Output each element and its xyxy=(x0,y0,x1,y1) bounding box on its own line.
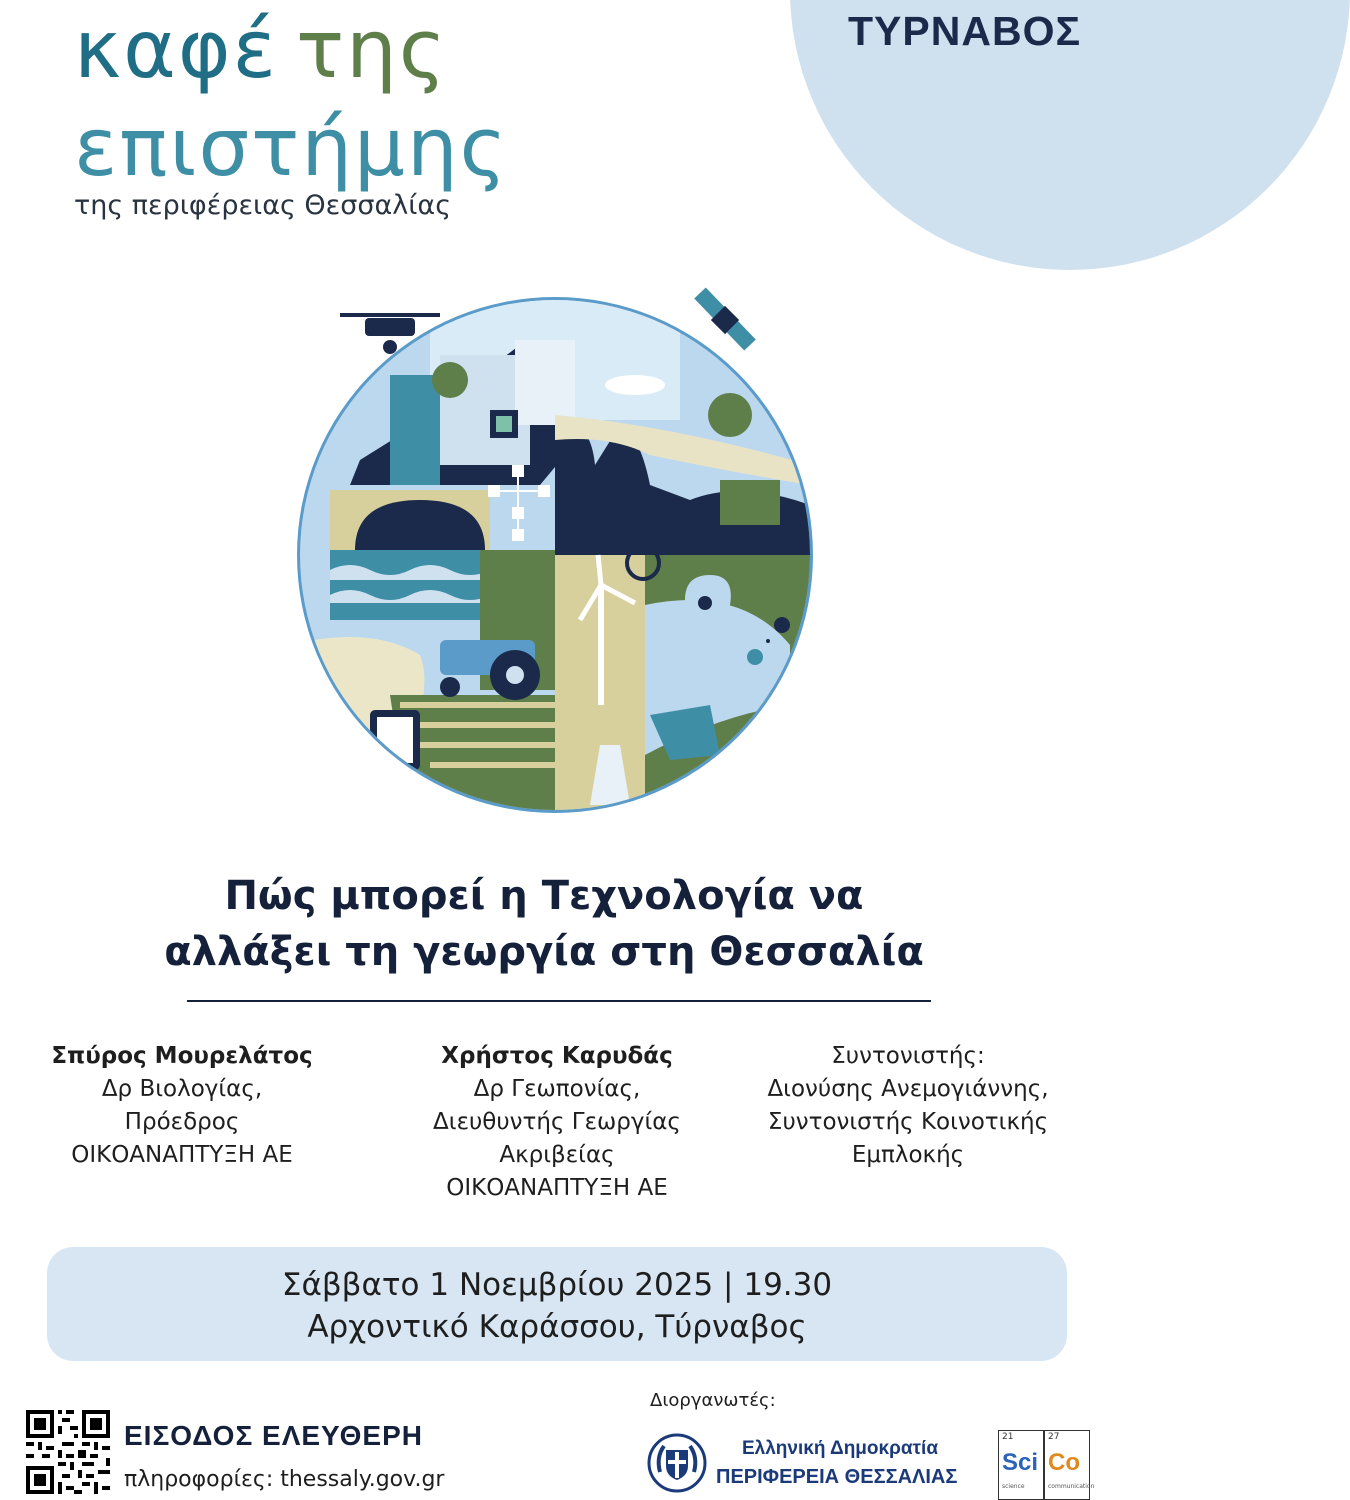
logo-subtitle: της περιφέρειας Θεσσαλίας xyxy=(74,190,452,221)
speaker-2 xyxy=(412,1040,702,1205)
co-logo-tile xyxy=(1044,1430,1095,1500)
sci-tile-number: 21 xyxy=(1002,1432,1014,1442)
sci-tile-word: science xyxy=(1002,1483,1025,1490)
talk-title-line2: αλλάξει τη γεωργία στη Θεσσαλία xyxy=(164,929,924,975)
info-link[interactable]: πληροφορίες: thessaly.gov.gr xyxy=(124,1467,445,1492)
talk-title-line1: Πώς μπορεί η Τεχνολογία να xyxy=(224,873,864,919)
co-tile-word: communication xyxy=(1048,1483,1095,1490)
logo-word-cafe: καφέ xyxy=(74,3,278,96)
co-tile-number: 27 xyxy=(1048,1432,1060,1442)
sci-tile-symbol: Sci xyxy=(1002,1449,1039,1476)
region-line2: ΠΕΡΙΦΕΡΕΙΑ ΘΕΣΣΑΛΙΑΣ xyxy=(716,1466,958,1488)
free-entry-label: ΕΙΣΟΔΟΣ ΕΛΕΥΘΕΡΗ xyxy=(124,1420,424,1451)
moderator xyxy=(750,1040,1066,1172)
event-venue: Αρχοντικό Καράσσου, Τύρναβος xyxy=(307,1309,807,1345)
event-date-time: Σάββατο 1 Νοεμβρίου 2025 | 19.30 xyxy=(281,1267,833,1303)
speaker-1 xyxy=(40,1040,324,1172)
sci-logo-tile xyxy=(998,1430,1044,1500)
organizers-label: Διοργανωτές: xyxy=(650,1390,776,1411)
region-line1: Ελληνική Δημοκρατία xyxy=(742,1438,938,1459)
speaker-1-name: Σπύρος Μουρελάτος xyxy=(51,1043,313,1069)
agritech-illustration xyxy=(290,285,820,825)
logo-word-tis: της xyxy=(296,3,448,96)
event-details-box xyxy=(47,1247,1067,1361)
speaker-1-role: Δρ Βιολογίας, Πρόεδρος ΟΙΚΟΑΝΑΠΤΥΞΗ ΑΕ xyxy=(71,1076,293,1168)
qr-code-icon xyxy=(26,1410,110,1494)
greek-emblem-icon xyxy=(646,1432,708,1494)
moderator-details: Συντονιστής: Διονύσης Ανεμογιάννης, Συντονιστής Κοινοτικής Εμπλοκής xyxy=(767,1043,1049,1168)
talk-title xyxy=(0,868,1088,980)
speaker-2-name: Χρήστος Καρυδάς xyxy=(441,1043,673,1069)
co-tile-symbol: Co xyxy=(1048,1449,1080,1476)
title-divider xyxy=(187,1000,931,1002)
location-label: ΤΥΡΝΑΒΟΣ xyxy=(848,8,1082,54)
logo-word-epistimis: επιστήμης xyxy=(74,101,509,194)
speaker-2-role: Δρ Γεωπονίας, Διευθυντής Γεωργίας Ακριβείας ΟΙΚΟΑΝΑΠΤΥΞΗ ΑΕ xyxy=(433,1076,681,1201)
